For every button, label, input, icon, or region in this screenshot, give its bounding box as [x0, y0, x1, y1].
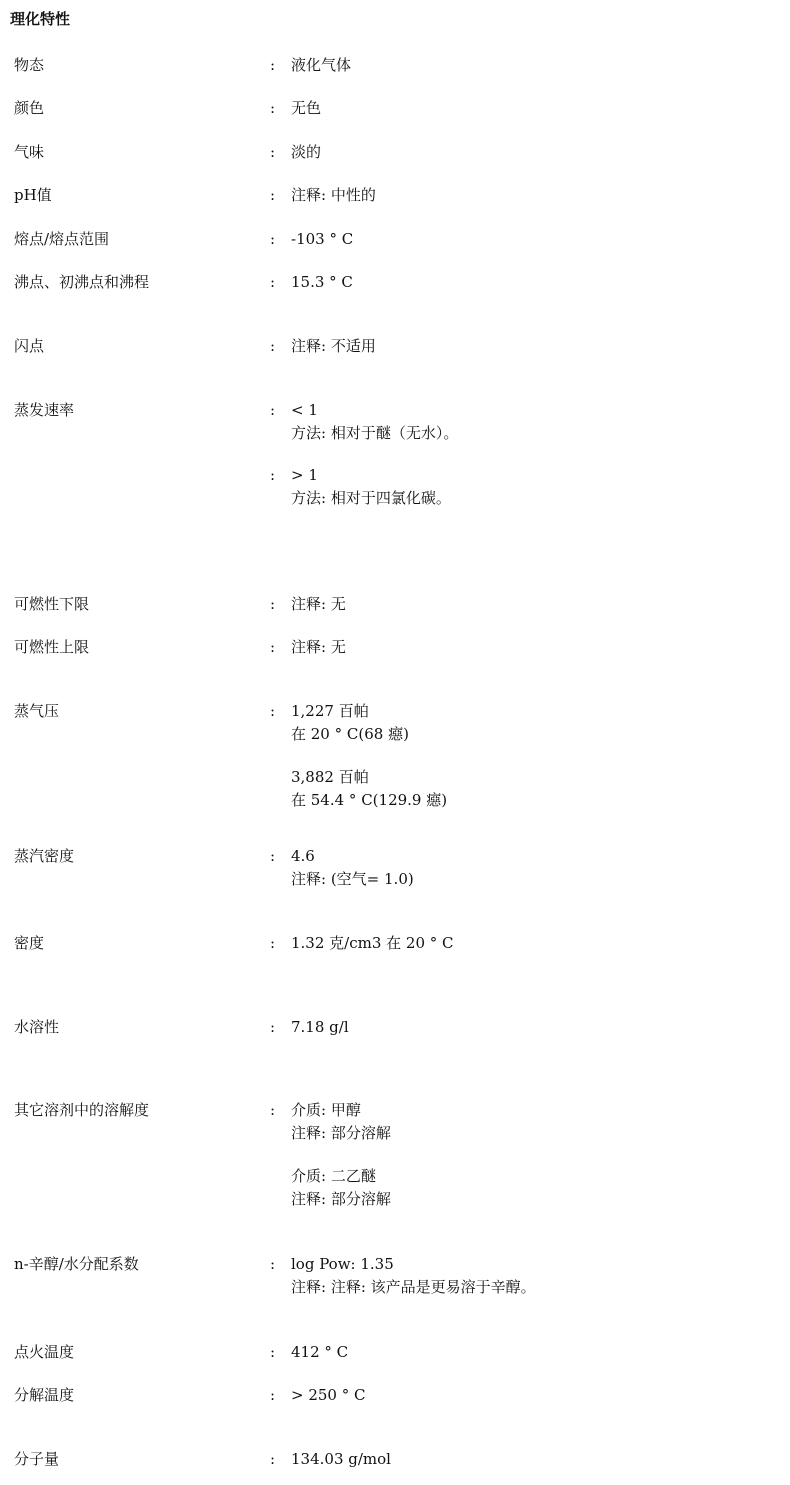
value-line: -103 ° C: [291, 230, 354, 248]
colon-separator: :: [270, 337, 276, 355]
value-line: 1,227 百帕: [291, 702, 369, 720]
section-title: 理化特性: [10, 10, 71, 28]
property-label: 颜色: [14, 99, 45, 117]
colon-separator: :: [270, 230, 276, 248]
value-line: 方法: 相对于醚（无水）。: [291, 424, 459, 442]
property-value: [270, 1384, 365, 1407]
property-value: [270, 97, 321, 120]
property-label: 闪点: [14, 337, 45, 355]
property-label: 点火温度: [14, 1343, 75, 1361]
property-label: 其它溶剂中的溶解度: [14, 1101, 150, 1119]
value-line: 液化气体: [291, 56, 352, 74]
value-line: 介质: 甲醇: [291, 1101, 361, 1119]
value-line: 方法: 相对于四氯化碳。: [291, 489, 451, 507]
property-label: 可燃性下限: [14, 595, 90, 613]
colon-separator: :: [270, 638, 276, 656]
colon-separator: :: [270, 466, 276, 484]
value-line: 注释: (空气= 1.0): [291, 870, 414, 888]
property-value: [270, 1253, 536, 1299]
property-value: [270, 54, 351, 77]
property-value: [270, 184, 376, 207]
value-line: 注释: 无: [291, 638, 346, 656]
colon-separator: :: [270, 847, 276, 865]
colon-separator: :: [270, 56, 276, 74]
value-line: 15.3 ° C: [291, 273, 353, 291]
property-value: [270, 1099, 391, 1211]
value-line-spacer: [270, 746, 447, 766]
value-line: 在 54.4 ° C(129.9 癋): [291, 791, 448, 809]
property-label: 气味: [14, 143, 45, 161]
property-value: [270, 335, 376, 358]
property-value: [270, 464, 451, 510]
property-label: 分子量: [14, 1450, 60, 1468]
colon-separator: :: [270, 143, 276, 161]
value-line: 注释: 注释: 该产品是更易溶于辛醇。: [291, 1278, 536, 1296]
colon-separator: :: [270, 99, 276, 117]
value-line: 412 ° C: [291, 1343, 349, 1361]
value-line: log Pow: 1.35: [291, 1255, 394, 1273]
property-label: 物态: [14, 56, 45, 74]
colon-separator: :: [270, 1343, 276, 1361]
property-label: 可燃性上限: [14, 638, 90, 656]
colon-separator: :: [270, 1101, 276, 1119]
property-value: [270, 141, 321, 164]
value-line: 3,882 百帕: [291, 768, 369, 786]
value-line: < 1: [291, 401, 318, 419]
colon-separator: :: [270, 934, 276, 952]
value-line: 注释: 无: [291, 595, 346, 613]
property-label: 蒸汽密度: [14, 847, 75, 865]
property-value: [270, 228, 353, 251]
colon-separator: :: [270, 702, 276, 720]
colon-separator: :: [270, 1450, 276, 1468]
property-value: [270, 1448, 391, 1471]
property-label: 分解温度: [14, 1386, 75, 1404]
property-value: [270, 1016, 349, 1039]
value-line: 注释: 中性的: [291, 186, 376, 204]
value-line: 注释: 不适用: [291, 337, 376, 355]
colon-separator: :: [270, 595, 276, 613]
property-value: [270, 1341, 348, 1364]
value-line: > 250 ° C: [291, 1386, 366, 1404]
property-value: [270, 700, 447, 812]
colon-separator: :: [270, 1018, 276, 1036]
property-value: [270, 636, 346, 659]
value-line: 淡的: [291, 143, 322, 161]
value-line: > 1: [291, 466, 318, 484]
property-label: 蒸发速率: [14, 401, 75, 419]
value-line: 在 20 ° C(68 癋): [291, 725, 409, 743]
colon-separator: :: [270, 1386, 276, 1404]
value-line-spacer: [270, 1145, 391, 1165]
property-label: 沸点、初沸点和沸程: [14, 273, 150, 291]
property-label: pH值: [14, 186, 52, 204]
property-label: 水溶性: [14, 1018, 60, 1036]
property-label: n-辛醇/水分配系数: [14, 1255, 139, 1273]
value-line: 1.32 克/cm3 在 20 ° C: [291, 934, 454, 952]
value-line: 4.6: [291, 847, 315, 865]
colon-separator: :: [270, 401, 276, 419]
value-line: 7.18 g/l: [291, 1018, 349, 1036]
colon-separator: :: [270, 1255, 276, 1273]
colon-separator: :: [270, 186, 276, 204]
property-label: 熔点/熔点范围: [14, 230, 110, 248]
property-value: [270, 845, 414, 891]
value-line: 注释: 部分溶解: [291, 1124, 391, 1142]
property-value: [270, 932, 454, 955]
property-value: [270, 593, 346, 616]
value-line: 介质: 二乙醚: [291, 1167, 376, 1185]
value-line: 134.03 g/mol: [291, 1450, 391, 1468]
property-label: 密度: [14, 934, 45, 952]
colon-separator: :: [270, 273, 276, 291]
property-label: 蒸气压: [14, 702, 60, 720]
property-value: [270, 399, 458, 445]
value-line: 注释: 部分溶解: [291, 1190, 391, 1208]
property-value: [270, 271, 353, 294]
value-line: 无色: [291, 99, 322, 117]
